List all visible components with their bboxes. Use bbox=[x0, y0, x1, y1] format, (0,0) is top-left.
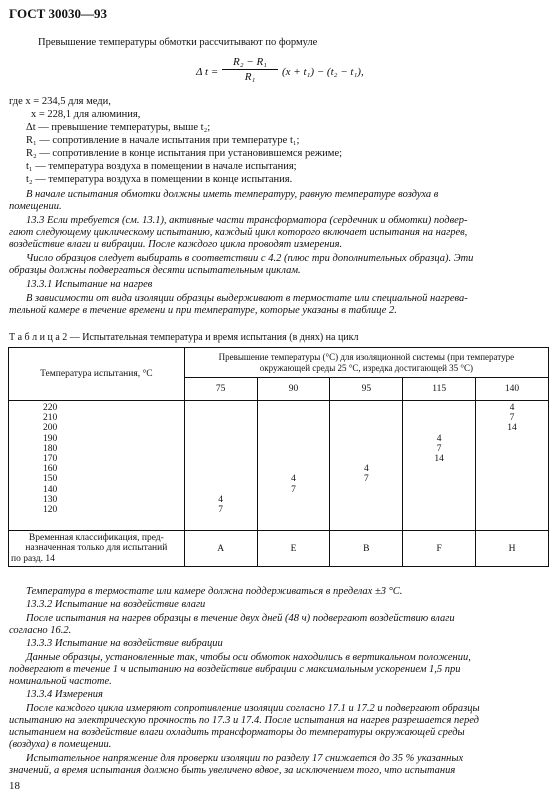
days-cell bbox=[330, 423, 402, 433]
paragraph-line: Данные образцы, установленные так, чтобы оси обмоток находились в вертикальном положении, bbox=[26, 652, 471, 663]
paragraph-line: В начале испытания обмотки должны иметь температуру, равную температуре воздуха в bbox=[26, 189, 439, 200]
days-cell: 14 bbox=[434, 454, 444, 465]
paragraph-line: испытанием на воздействие влаги охладить трансформаторы до температуры окружающей среды bbox=[9, 727, 465, 738]
formula-numerator: R₂ − R₁ bbox=[222, 56, 278, 70]
days-cell bbox=[330, 413, 402, 423]
days-column-75 bbox=[184, 401, 257, 531]
paragraph-line: испытанию на электрическую прочность по 17.3 и 17.4. После испытания на нагрев разрешается перед bbox=[9, 715, 479, 726]
paragraph-line: номинальной частоте. bbox=[9, 676, 112, 687]
days-cell bbox=[403, 403, 475, 413]
days-cell bbox=[476, 485, 548, 495]
days-cell bbox=[185, 474, 257, 484]
days-cell bbox=[185, 454, 257, 464]
formula-fraction bbox=[222, 56, 278, 83]
days-cell bbox=[403, 505, 475, 515]
days-cell bbox=[476, 444, 548, 454]
days-cell: 7 bbox=[436, 443, 442, 454]
days-cell bbox=[403, 495, 475, 505]
paragraph-line: После испытания на нагрев образцы в течение двух дней (48 ч) подвергают воздействию влаги bbox=[26, 613, 455, 624]
days-cell bbox=[330, 403, 402, 413]
days-cell bbox=[330, 505, 402, 515]
definition: где x = 234,5 для меди, bbox=[9, 96, 111, 107]
days-cell bbox=[185, 464, 257, 474]
days-cell: 4 bbox=[509, 403, 515, 413]
paragraph-line: Температура в термостате или камере должна поддерживаться в пределах ±3 °С. bbox=[26, 586, 403, 597]
days-cell: 4 bbox=[363, 464, 369, 475]
section-heading: 13.3.4 Измерения bbox=[26, 689, 103, 700]
classification-label-line: назначенная только для испытаний bbox=[25, 543, 168, 554]
days-cell bbox=[330, 485, 402, 495]
paragraph-line: 13.3 Если требуется (см. 13.1), активные части трансформатора (сердечник и обмотки) подвер- bbox=[26, 215, 468, 226]
temperature-rise-formula bbox=[196, 56, 396, 88]
temperature-value: 130 bbox=[43, 494, 58, 505]
days-cell bbox=[185, 485, 257, 495]
days-cell bbox=[185, 444, 257, 454]
paragraph-line: После каждого цикла измеряют сопротивление изоляции согласно 17.1 и 17.2 и подвергают образцы bbox=[26, 703, 480, 714]
paragraph-line: В зависимости от вида изоляции образцы выдерживают в термостате или специальной нагрева- bbox=[26, 293, 468, 304]
days-cell bbox=[185, 403, 257, 413]
days-cell bbox=[330, 444, 402, 454]
class-cell: B bbox=[330, 531, 403, 567]
days-column-115 bbox=[403, 401, 476, 531]
definition: R₂ — сопротивление в конце испытания при установившемся режиме; bbox=[26, 148, 343, 159]
paragraph-line: значений, а время испытания должно быть увеличено вдвое, за исключением того, что испытания bbox=[9, 765, 456, 776]
temperature-value: 200 bbox=[43, 423, 58, 434]
days-cell bbox=[403, 474, 475, 484]
classification-label bbox=[9, 531, 185, 567]
days-cell bbox=[258, 444, 330, 454]
days-cell bbox=[258, 464, 330, 474]
class-cell: F bbox=[403, 531, 476, 567]
section-heading: 13.3.1 Испытание на нагрев bbox=[26, 279, 153, 290]
days-cell bbox=[476, 454, 548, 464]
days-cell bbox=[476, 474, 548, 484]
days-cell bbox=[403, 485, 475, 495]
test-table bbox=[8, 347, 549, 567]
paragraph-line: помещении. bbox=[9, 201, 62, 212]
temperature-value: 160 bbox=[43, 464, 58, 475]
days-cell: 7 bbox=[218, 505, 224, 516]
days-cell bbox=[258, 423, 330, 433]
days-cell bbox=[258, 413, 330, 423]
temperature-value: 190 bbox=[43, 433, 58, 444]
days-cell bbox=[476, 464, 548, 474]
definition: R₁ — сопротивление в начале испытания при температуре t₁; bbox=[26, 135, 300, 146]
column-header: 75 bbox=[184, 378, 257, 401]
group-header bbox=[184, 348, 548, 378]
classification-label-line: Временная классификация, пред- bbox=[28, 532, 164, 543]
page-number: 18 bbox=[9, 780, 20, 792]
col-header-temperature: Температура испытания, °C bbox=[9, 348, 185, 401]
days-column-90 bbox=[257, 401, 330, 531]
paragraph-line: тельной камере в течение времени и при температуре, которые указаны в таблице 2. bbox=[9, 305, 397, 316]
days-cell bbox=[185, 423, 257, 433]
days-cell bbox=[403, 413, 475, 423]
section-heading: 13.3.2 Испытание на воздействие влаги bbox=[26, 599, 206, 610]
formula-lhs: Δ t = bbox=[196, 66, 219, 78]
temperature-column bbox=[9, 401, 185, 531]
class-cell: H bbox=[476, 531, 549, 567]
intro-line: Превышение температуры обмотки рассчитывают по формуле bbox=[38, 37, 318, 48]
days-cell bbox=[258, 403, 330, 413]
paragraph-line: подвергают в течение 1 ч испытанию на воздействие вибрации с максимальным ускорением 1,5 при bbox=[9, 664, 461, 675]
group-header-line: окружающей среды 25 °C, изредка достигающей 35 °C) bbox=[259, 362, 473, 373]
paragraph-line: Испытательное напряжение для проверки изоляции по разделу 17 снижается до 35 % указанных bbox=[26, 753, 464, 764]
days-cell bbox=[330, 495, 402, 505]
definition: t₂ — температура воздуха в помещении в конце испытания. bbox=[26, 174, 293, 185]
temperature-value: 210 bbox=[43, 413, 58, 424]
definition: x = 228,1 для алюминия, bbox=[31, 109, 141, 120]
formula-rhs: (x + t₁) − (t₂ − t₁), bbox=[282, 66, 364, 78]
column-header: 140 bbox=[476, 378, 549, 401]
temperature-value: 140 bbox=[43, 484, 58, 495]
days-cell bbox=[476, 505, 548, 515]
class-cell: E bbox=[257, 531, 330, 567]
class-cell: A bbox=[184, 531, 257, 567]
definition: t₁ — температура воздуха в помещении в начале испытания; bbox=[26, 161, 297, 172]
document-header: ГОСТ 30030—93 bbox=[9, 6, 108, 21]
days-cell bbox=[403, 423, 475, 433]
days-cell: 7 bbox=[363, 474, 369, 485]
days-cell bbox=[185, 413, 257, 423]
temperature-value: 120 bbox=[43, 505, 58, 516]
days-cell bbox=[185, 434, 257, 444]
days-cell bbox=[258, 505, 330, 515]
days-cell: 7 bbox=[291, 484, 296, 495]
formula-denominator: R₁ bbox=[244, 71, 256, 83]
paragraph-line: Число образцов следует выбирать в соответствии с 4.2 (плюс три дополнительных образца). Эти bbox=[26, 253, 474, 264]
paragraph-line: воздействие влаги и вибрации. После каждого цикла проводят измерения. bbox=[9, 239, 343, 250]
paragraph-line: (воздуха) в помещении. bbox=[9, 739, 112, 750]
paragraph-line: гают следующему циклическому испытанию, каждый цикл которого включает испытания на нагрев, bbox=[9, 227, 468, 238]
days-cell bbox=[330, 454, 402, 464]
days-cell: 4 bbox=[291, 474, 296, 485]
days-cell: 4 bbox=[218, 494, 224, 505]
days-cell bbox=[258, 495, 330, 505]
definition: Δt — превышение температуры, выше t₂; bbox=[26, 122, 211, 133]
column-header: 90 bbox=[257, 378, 330, 401]
days-cell bbox=[330, 434, 402, 444]
group-header-line: Превышение температуры (°C) для изоляционной системы (при температуре bbox=[218, 351, 515, 362]
days-cell bbox=[258, 434, 330, 444]
temperature-value: 150 bbox=[43, 474, 58, 485]
days-cell: 4 bbox=[436, 433, 442, 444]
days-cell: 14 bbox=[507, 423, 517, 434]
column-header: 115 bbox=[403, 378, 476, 401]
column-header: 95 bbox=[330, 378, 403, 401]
section-heading: 13.3.3 Испытание на воздействие вибрации bbox=[26, 638, 223, 649]
days-cell bbox=[476, 495, 548, 505]
days-column-95 bbox=[330, 401, 403, 531]
classification-label-line: по разд. 14 bbox=[11, 553, 55, 564]
temperature-value: 180 bbox=[43, 443, 58, 454]
table-caption: Т а б л и ц а 2 — Испытательная температура и время испытания (в днях) на цикл bbox=[9, 332, 359, 343]
temperature-value: 220 bbox=[43, 403, 58, 413]
temperature-value: 170 bbox=[43, 454, 58, 465]
days-column-140 bbox=[476, 401, 549, 531]
days-cell bbox=[258, 454, 330, 464]
days-cell bbox=[403, 464, 475, 474]
days-cell bbox=[476, 434, 548, 444]
days-cell: 7 bbox=[509, 413, 515, 424]
paragraph-line: образцы должны подвергаться десяти испытательным циклам. bbox=[9, 265, 301, 276]
paragraph-line: согласно 16.2. bbox=[9, 625, 72, 636]
